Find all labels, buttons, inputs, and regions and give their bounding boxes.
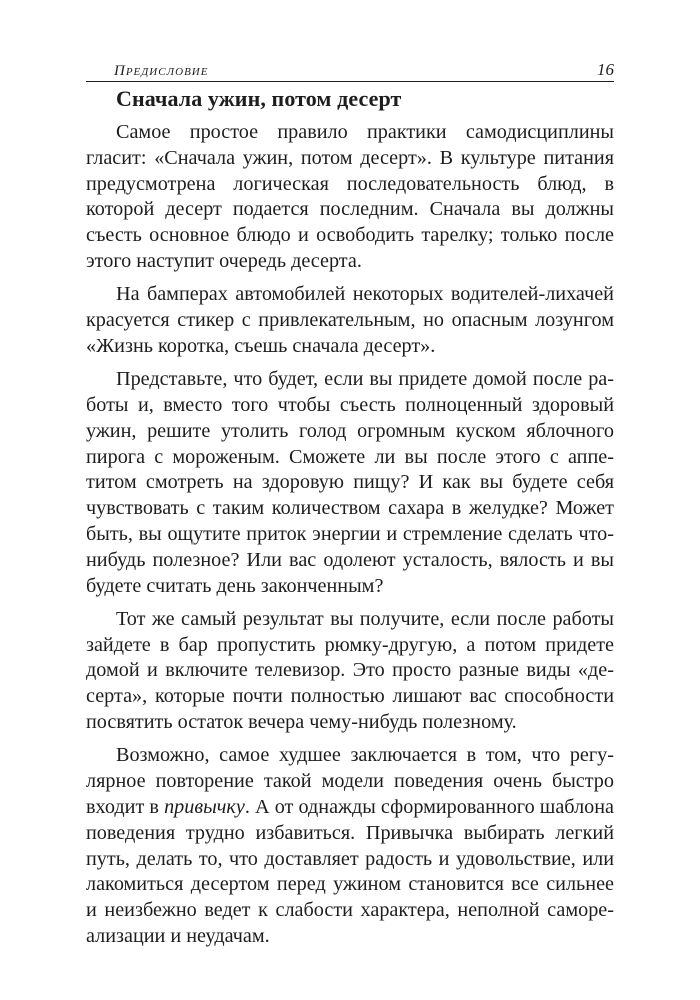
paragraph-5-text-after: . А от однажды сформированного шаблона поведения трудно избавиться. Привычка выбирать легкий путь, делать то, что доставляет радость и удовольствие, или лакомиться десертом перед ужином становится все сильнее и неизбежно ведет к слабости характера, неполной самореализации и неудачам. — [86, 795, 615, 947]
section-heading: Сначала ужин, потом десерт — [116, 86, 402, 111]
paragraph-2: На бамперах автомобилей некоторых водителей-лихачей красуется стикер с привлекательным, но опасным лозунгом «Жизнь коротка, съешь сначала десерт». — [86, 283, 614, 357]
body-text — [86, 120, 614, 957]
page-number: 16 — [587, 60, 614, 80]
paragraph-5-text-before: Возможно, самое худшее заключается в том, что регулярное повторение такой модели поведения очень быстро входит в — [86, 744, 614, 818]
running-head-section: Предисловие — [108, 63, 216, 80]
paragraph-5-emphasis: привычку — [164, 795, 245, 818]
paragraph-5 — [86, 743, 614, 949]
paragraph-1: Самое простое правило практики самодисциплины гласит: «Сначала ужин, потом десерт». В культуре питания предусмотрена логическая последовательность блюд, в которой десерт подается последним. Сначала вы должны съесть основное блюдо и освободить тарелку; только после этого наступит очередь десерта. — [86, 121, 614, 272]
paragraph-4: Тот же самый результат вы получите, если после работы зайдете в бар пропустить рюмку-другую, а потом придете домой и включите телевизор. Это просто разные виды «десерта», которые почти полностью лишают вас способности посвятить остаток вечера чему-нибудь полезному. — [86, 607, 614, 734]
paragraph-3: Представьте, что будет, если вы придете домой после работы и, вместо того чтобы съесть полноценный здоровый ужин, решите утолить голод огромным куском яблочного пирога с мороженым. Сможете ли вы после этого с аппетитом смотреть на здоровую пищу? И как вы будете себя чувствовать с таким количеством сахара в желудке? Может быть, вы ощутите приток энергии и стремление сделать что-нибудь полезное? Или вас одолеют усталость, вялость и вы будете считать день законченным? — [86, 368, 614, 597]
header-rule — [86, 81, 614, 82]
running-head — [86, 60, 614, 86]
